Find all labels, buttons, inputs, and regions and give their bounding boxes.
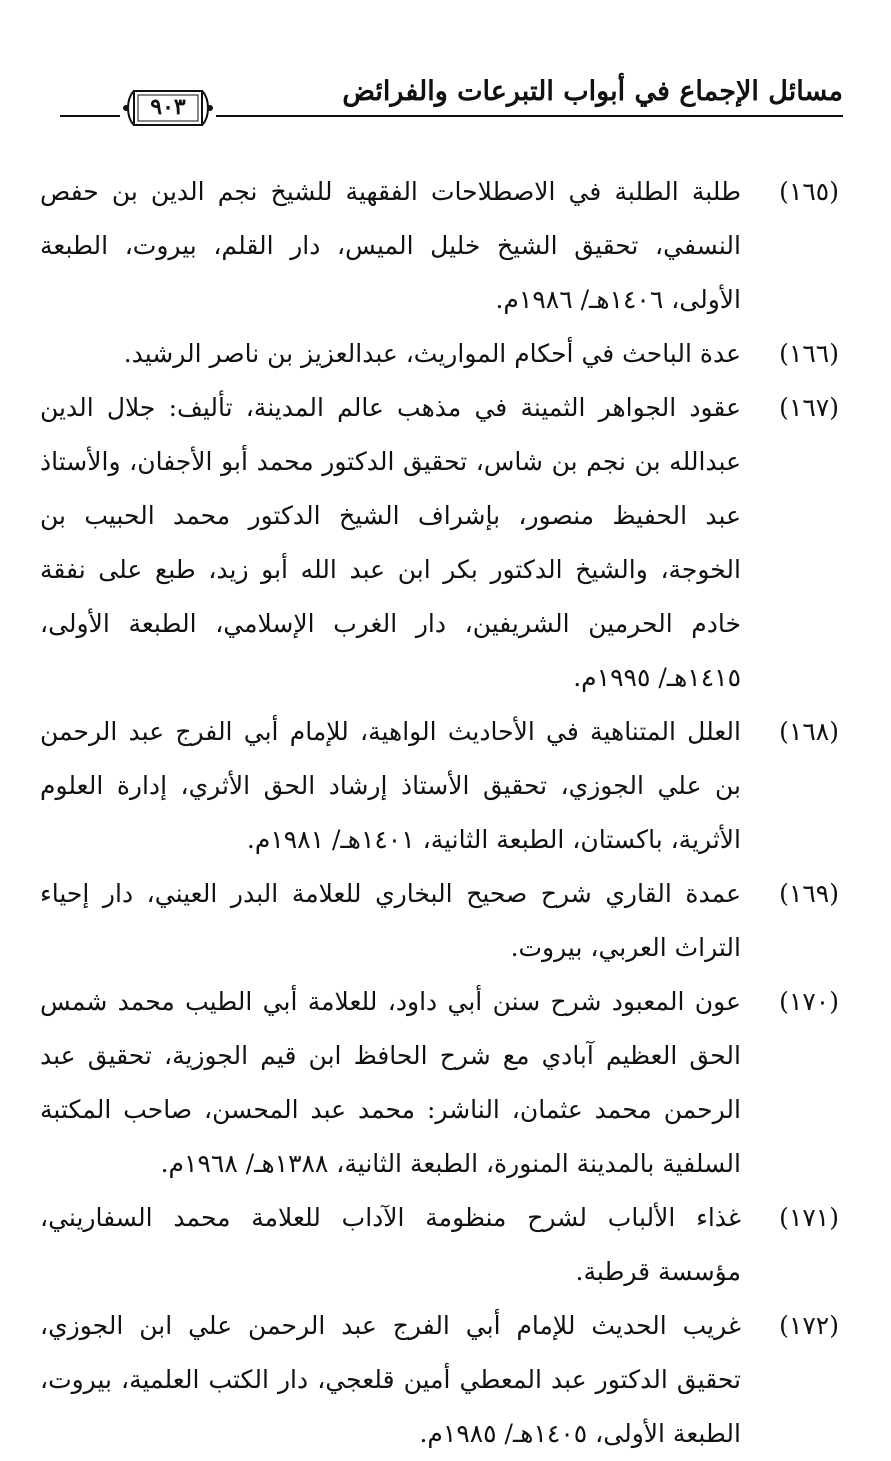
bibliography-entry [40,381,839,705]
page-number-frame [120,88,216,128]
entry-number: (١٧١) [779,1203,839,1232]
bibliography-list [40,165,839,1461]
entry-text: عمدة القاري شرح صحيح البخاري للعلامة البدر العيني، دار إحياء التراث العربي، بيروت. [40,879,741,962]
entry-number: (١٦٩) [779,879,839,908]
entry-number: (١٧٠) [779,987,839,1016]
page-header [60,70,843,130]
entry-text: عقود الجواهر الثمينة في مذهب عالم المدينة، تأليف: جلال الدين عبدالله بن نجم بن شاس، تحقيق الدكتور محمد أبو الأجفان، والأستاذ عبد الحفيظ منصور، بإشراف الشيخ الدكتور محمد الحبيب بن الخوجة، والشيخ الدكتور بكر ابن عبد الله أبو زيد، طبع على نفقة خادم الحرمين الشريفين، دار الغرب الإسلامي، الطبعة الأولى، ١٤١٥هـ/ ١٩٩٥م. [40,393,741,692]
entry-number: (١٦٧) [779,393,839,422]
bibliography-entry [40,1299,839,1461]
entry-text: غذاء الألباب لشرح منظومة الآداب للعلامة محمد السفاريني، مؤسسة قرطبة. [40,1203,741,1286]
entry-number: (١٦٦) [779,339,839,368]
entry-text: العلل المتناهية في الأحاديث الواهية، للإمام أبي الفرج عبد الرحمن بن علي الجوزي، تحقيق الأستاذ إرشاد الحق الأثري، إدارة العلوم الأثرية، باكستان، الطبعة الثانية، ١٤٠١هـ/ ١٩٨١م. [40,717,741,854]
running-title: مسائل الإجماع في أبواب التبرعات والفرائض [342,76,843,107]
entry-text: عدة الباحث في أحكام المواريث، عبدالعزيز بن ناصر الرشيد. [123,339,741,368]
entry-number: (١٦٨) [779,717,839,746]
entry-number: (١٧٢) [779,1311,839,1340]
bibliography-entry [40,327,839,381]
entry-text: غريب الحديث للإمام أبي الفرج عبد الرحمن علي ابن الجوزي، تحقيق الدكتور عبد المعطي أمين قلعجي، دار الكتب العلمية، بيروت، الطبعة الأولى، ١٤٠٥هـ/ ١٩٨٥م. [40,1311,741,1448]
bibliography-entry [40,1191,839,1299]
entry-text: طلبة الطلبة في الاصطلاحات الفقهية للشيخ نجم الدين بن حفص النسفي، تحقيق الشيخ خليل الميس، دار القلم، بيروت، الطبعة الأولى، ١٤٠٦هـ/ ١٩٨٦م. [40,177,741,314]
page-number: ٩٠٣ [150,94,186,120]
entry-number: (١٦٥) [779,177,839,206]
bibliography-entry [40,165,839,327]
entry-text: عون المعبود شرح سنن أبي داود، للعلامة أبي الطيب محمد شمس الحق العظيم آبادي مع شرح الحافظ ابن قيم الجوزية، تحقيق عبد الرحمن محمد عثمان، الناشر: محمد عبد المحسن، صاحب المكتبة السلفية بالمدينة المنورة، الطبعة الثانية، ١٣٨٨هـ/ ١٩٦٨م. [40,987,741,1178]
bibliography-entry [40,975,839,1191]
bibliography-entry [40,705,839,867]
bibliography-entry [40,867,839,975]
